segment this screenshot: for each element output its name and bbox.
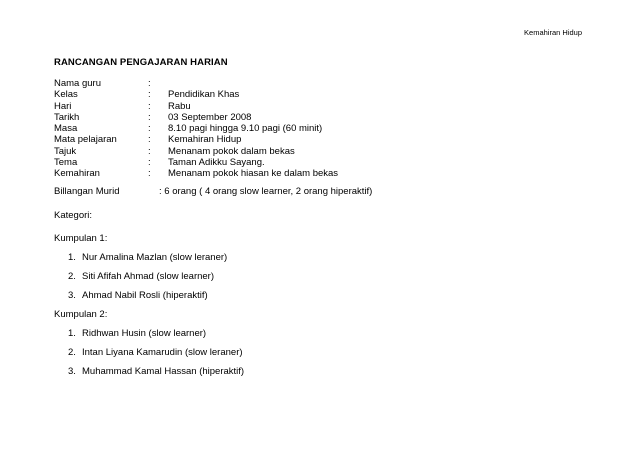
info-label: Mata pelajaran: [54, 134, 117, 146]
info-label: Kemahiran: [54, 168, 100, 180]
student-name: Ridhwan Husin (slow learner): [82, 328, 207, 339]
group-1-heading: Kumpulan 1:: [54, 233, 108, 244]
student-name: Nur Amalina Mazlan (slow leraner): [82, 252, 228, 263]
info-separator: :: [148, 89, 151, 101]
list-number: 3.: [68, 290, 76, 301]
info-value: Menanam pokok dalam bekas: [168, 145, 295, 157]
info-separator: :: [148, 100, 151, 112]
info-row: [54, 112, 338, 123]
info-row: [54, 89, 338, 100]
info-separator: :: [148, 145, 151, 157]
info-table: [54, 78, 338, 180]
list-item: [68, 271, 227, 290]
list-item: [68, 290, 227, 309]
info-row: [54, 146, 338, 157]
page-title: RANCANGAN PENGAJARAN HARIAN: [54, 57, 228, 68]
info-row: [54, 157, 338, 168]
group-1-list: [68, 252, 227, 309]
list-number: 3.: [68, 366, 76, 377]
info-row: [54, 101, 338, 112]
category-heading: Kategori:: [54, 210, 93, 221]
info-separator: :: [148, 168, 151, 180]
list-number: 1.: [68, 328, 76, 339]
info-label: Tarikh: [54, 111, 80, 123]
group-2-heading: Kumpulan 2:: [54, 309, 108, 320]
info-row: [54, 134, 338, 145]
info-separator: :: [148, 134, 151, 146]
group-2-list: [68, 328, 244, 385]
info-value: Rabu: [168, 100, 191, 112]
info-label: Tajuk: [54, 145, 77, 157]
info-value: Taman Adikku Sayang.: [168, 157, 265, 169]
info-label: Kelas: [54, 89, 78, 101]
info-label: Masa: [54, 123, 78, 135]
student-count-value: : 6 orang ( 4 orang slow learner, 2 orang hiperaktif): [159, 186, 373, 197]
list-number: 1.: [68, 252, 76, 263]
info-value: Kemahiran Hidup: [168, 134, 242, 146]
list-item: [68, 252, 227, 271]
info-value: 8.10 pagi hingga 9.10 pagi (60 minit): [168, 123, 323, 135]
student-name: Intan Liyana Kamarudin (slow leraner): [82, 347, 243, 358]
student-name: Siti Afifah Ahmad (slow learner): [82, 271, 215, 282]
list-item: [68, 328, 244, 347]
list-item: [68, 366, 244, 385]
info-value: Pendidikan Khas: [168, 89, 240, 101]
info-separator: :: [148, 157, 151, 169]
page-header: Kemahiran Hidup: [524, 28, 582, 37]
info-value: 03 September 2008: [168, 111, 252, 123]
info-separator: :: [148, 78, 151, 89]
info-label: Tema: [54, 157, 78, 169]
student-count: [54, 186, 372, 197]
list-number: 2.: [68, 347, 76, 358]
student-name: Muhammad Kamal Hassan (hiperaktif): [82, 366, 245, 377]
list-item: [68, 347, 244, 366]
info-row: [54, 78, 338, 89]
info-row: [54, 168, 338, 179]
info-separator: :: [148, 123, 151, 135]
info-separator: :: [148, 111, 151, 123]
info-row: [54, 123, 338, 134]
list-number: 2.: [68, 271, 76, 282]
info-label: Nama guru: [54, 78, 101, 89]
info-value: Menanam pokok hiasan ke dalam bekas: [168, 168, 339, 180]
student-count-label: Billangan Murid: [54, 186, 120, 197]
student-name: Ahmad Nabil Rosli (hiperaktif): [82, 290, 208, 301]
info-label: Hari: [54, 100, 72, 112]
